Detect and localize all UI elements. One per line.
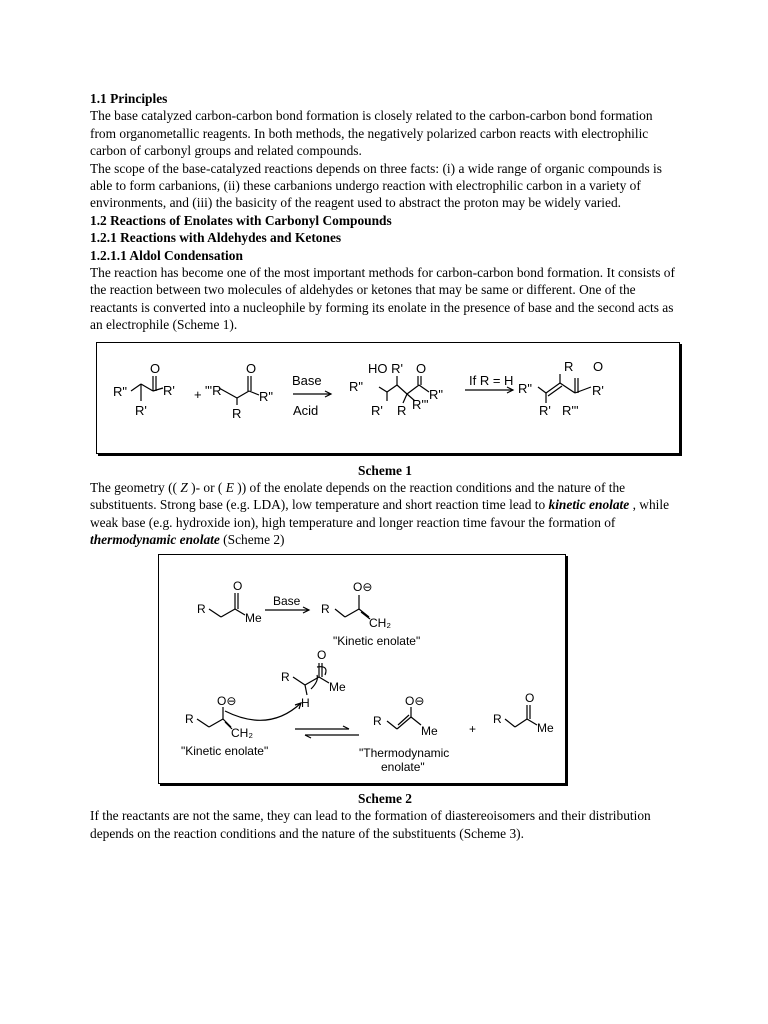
geometry-text-3: )) of the enolate depends on the reaction conditions and the nature of the substituents. Strong base (e.g. LDA), low temperature and short reaction time lead to (90, 479, 626, 513)
scheme-1-figure (96, 342, 680, 454)
scheme-1-caption: Scheme 1 (358, 462, 412, 478)
s2-k-me: Me (537, 721, 554, 736)
paragraph-geometry (90, 479, 680, 549)
label-f-top: R (564, 358, 574, 374)
label-plus-1: + (194, 386, 202, 402)
s2-ke-label: "Kinetic enolate" (333, 634, 421, 649)
label-f-bottom-right: R'" (562, 402, 579, 418)
geometry-kinetic-enolate: kinetic enolate (548, 497, 630, 513)
s2-plus: + (469, 722, 477, 737)
label-r1-right: R' (163, 382, 175, 398)
s2-ke2-label: "Kinetic enolate" (181, 744, 269, 759)
s2-mid-r: R (281, 670, 290, 685)
label-base: Base (292, 372, 322, 388)
label-f-right: R' (592, 382, 604, 398)
geometry-z: Z (180, 479, 188, 495)
geometry-text-5: (Scheme 2) (219, 531, 285, 547)
s2-te-label-1: "Thermodynamic (359, 746, 450, 761)
label-r2-left: "'R (205, 382, 222, 398)
label-if-r-h: If R = H (469, 372, 514, 388)
label-p-left: R" (349, 378, 364, 394)
section-heading-1-1: 1.1 Principles (90, 91, 168, 106)
s2-mid-o: O (317, 648, 327, 663)
s2-r1-o: O (233, 579, 243, 594)
s2-te-label-2: enolate" (381, 760, 425, 775)
s2-ke2-r: R (185, 712, 194, 727)
s2-r1-me: Me (245, 611, 262, 626)
scheme-2-figure (158, 554, 566, 784)
label-r2-bottom: R (232, 405, 242, 421)
s2-te-r: R (373, 714, 382, 729)
section-heading-1-2: 1.2 Reactions of Enolates with Carbonyl Compounds (90, 212, 392, 228)
paragraph-principles-2: The scope of the base-catalyzed reactions depends on three facts: (i) a wide range of organic compounds is able to form carbanions, (ii) these carbanions undergo reaction with electrophilic carbon in a variety of environments, and (iii) the basicity of the reagent used to abstract the proton may be widely varied. (90, 160, 662, 211)
label-p-right: R" (429, 386, 444, 402)
label-ho-r: HO R' (368, 360, 403, 376)
label-r2-o: O (246, 360, 257, 376)
geometry-text-2: )- or ( (187, 479, 226, 495)
s2-r1-r: R (197, 602, 206, 617)
geometry-e: E (225, 479, 234, 495)
label-r1-bottom: R' (135, 402, 147, 418)
s2-base: Base (273, 594, 301, 609)
label-p-bottom-left: R' (371, 402, 383, 418)
s2-te-me: Me (421, 724, 438, 739)
section-heading-1-2-1: 1.2.1 Reactions with Aldehydes and Ketones (90, 230, 342, 246)
s2-mid-me: Me (329, 680, 346, 695)
s2-ke-ch2: CH₂ (369, 616, 391, 631)
scheme-1-drawing (97, 343, 679, 453)
label-acid: Acid (293, 402, 319, 418)
s2-mid-h: H (301, 696, 310, 711)
s2-ke-r: R (321, 602, 330, 617)
label-r1-left: R" (113, 383, 128, 399)
label-f-left: R" (518, 380, 533, 396)
document-page (90, 90, 680, 842)
s2-k-o: O (525, 691, 535, 706)
s2-ke-o-minus: O⊖ (353, 580, 373, 595)
paragraph-diastereoisomers: If the reactants are not the same, they can lead to the formation of diastereoisomers and their distribution depends on the reaction conditions and the nature of the substituents (Scheme 3). (90, 808, 651, 841)
s2-ke2-o-minus: O⊖ (217, 694, 237, 709)
paragraph-principles-1: The base catalyzed carbon-carbon bond formation is closely related to the carbon-carbon bond formation from organometallic reagents. In both methods, the negatively polarized carbon reacts with electrophilic carbon of carbonyl groups and related compounds. (90, 108, 653, 159)
s2-ke2-ch2: CH₂ (231, 726, 253, 741)
label-r2-right: R" (259, 388, 274, 404)
geometry-text-1: The geometry (( (90, 479, 181, 495)
s2-te-o-minus: O⊖ (405, 694, 425, 709)
s2-k-r: R (493, 712, 502, 727)
label-p-bottom-mid: R (397, 402, 407, 418)
scheme-2-drawing (159, 555, 565, 783)
paragraph-aldol: The reaction has become one of the most important methods for carbon-carbon bond formation. It consists of the reaction between two molecules of aldehydes or ketones that may be same or different. One of the reactants is converted into a nucleophile by forming its enolate in the presence of base and the second acts as an electrophile (Scheme 1). (90, 265, 675, 333)
geometry-text-4: , while weak base (e.g. hydroxide ion), high temperature and longer reaction time favour the formation of (90, 497, 670, 530)
label-f-o: O (593, 358, 604, 374)
label-r1-o: O (150, 360, 161, 376)
scheme-2-caption: Scheme 2 (358, 791, 412, 807)
label-f-bottom-left: R' (539, 402, 551, 418)
section-heading-1-2-1-1: 1.2.1.1 Aldol Condensation (90, 247, 243, 263)
label-p-o: O (416, 360, 427, 376)
geometry-thermodynamic-enolate: thermodynamic enolate (90, 531, 220, 547)
label-p-bottom-right: R'" (412, 396, 429, 412)
